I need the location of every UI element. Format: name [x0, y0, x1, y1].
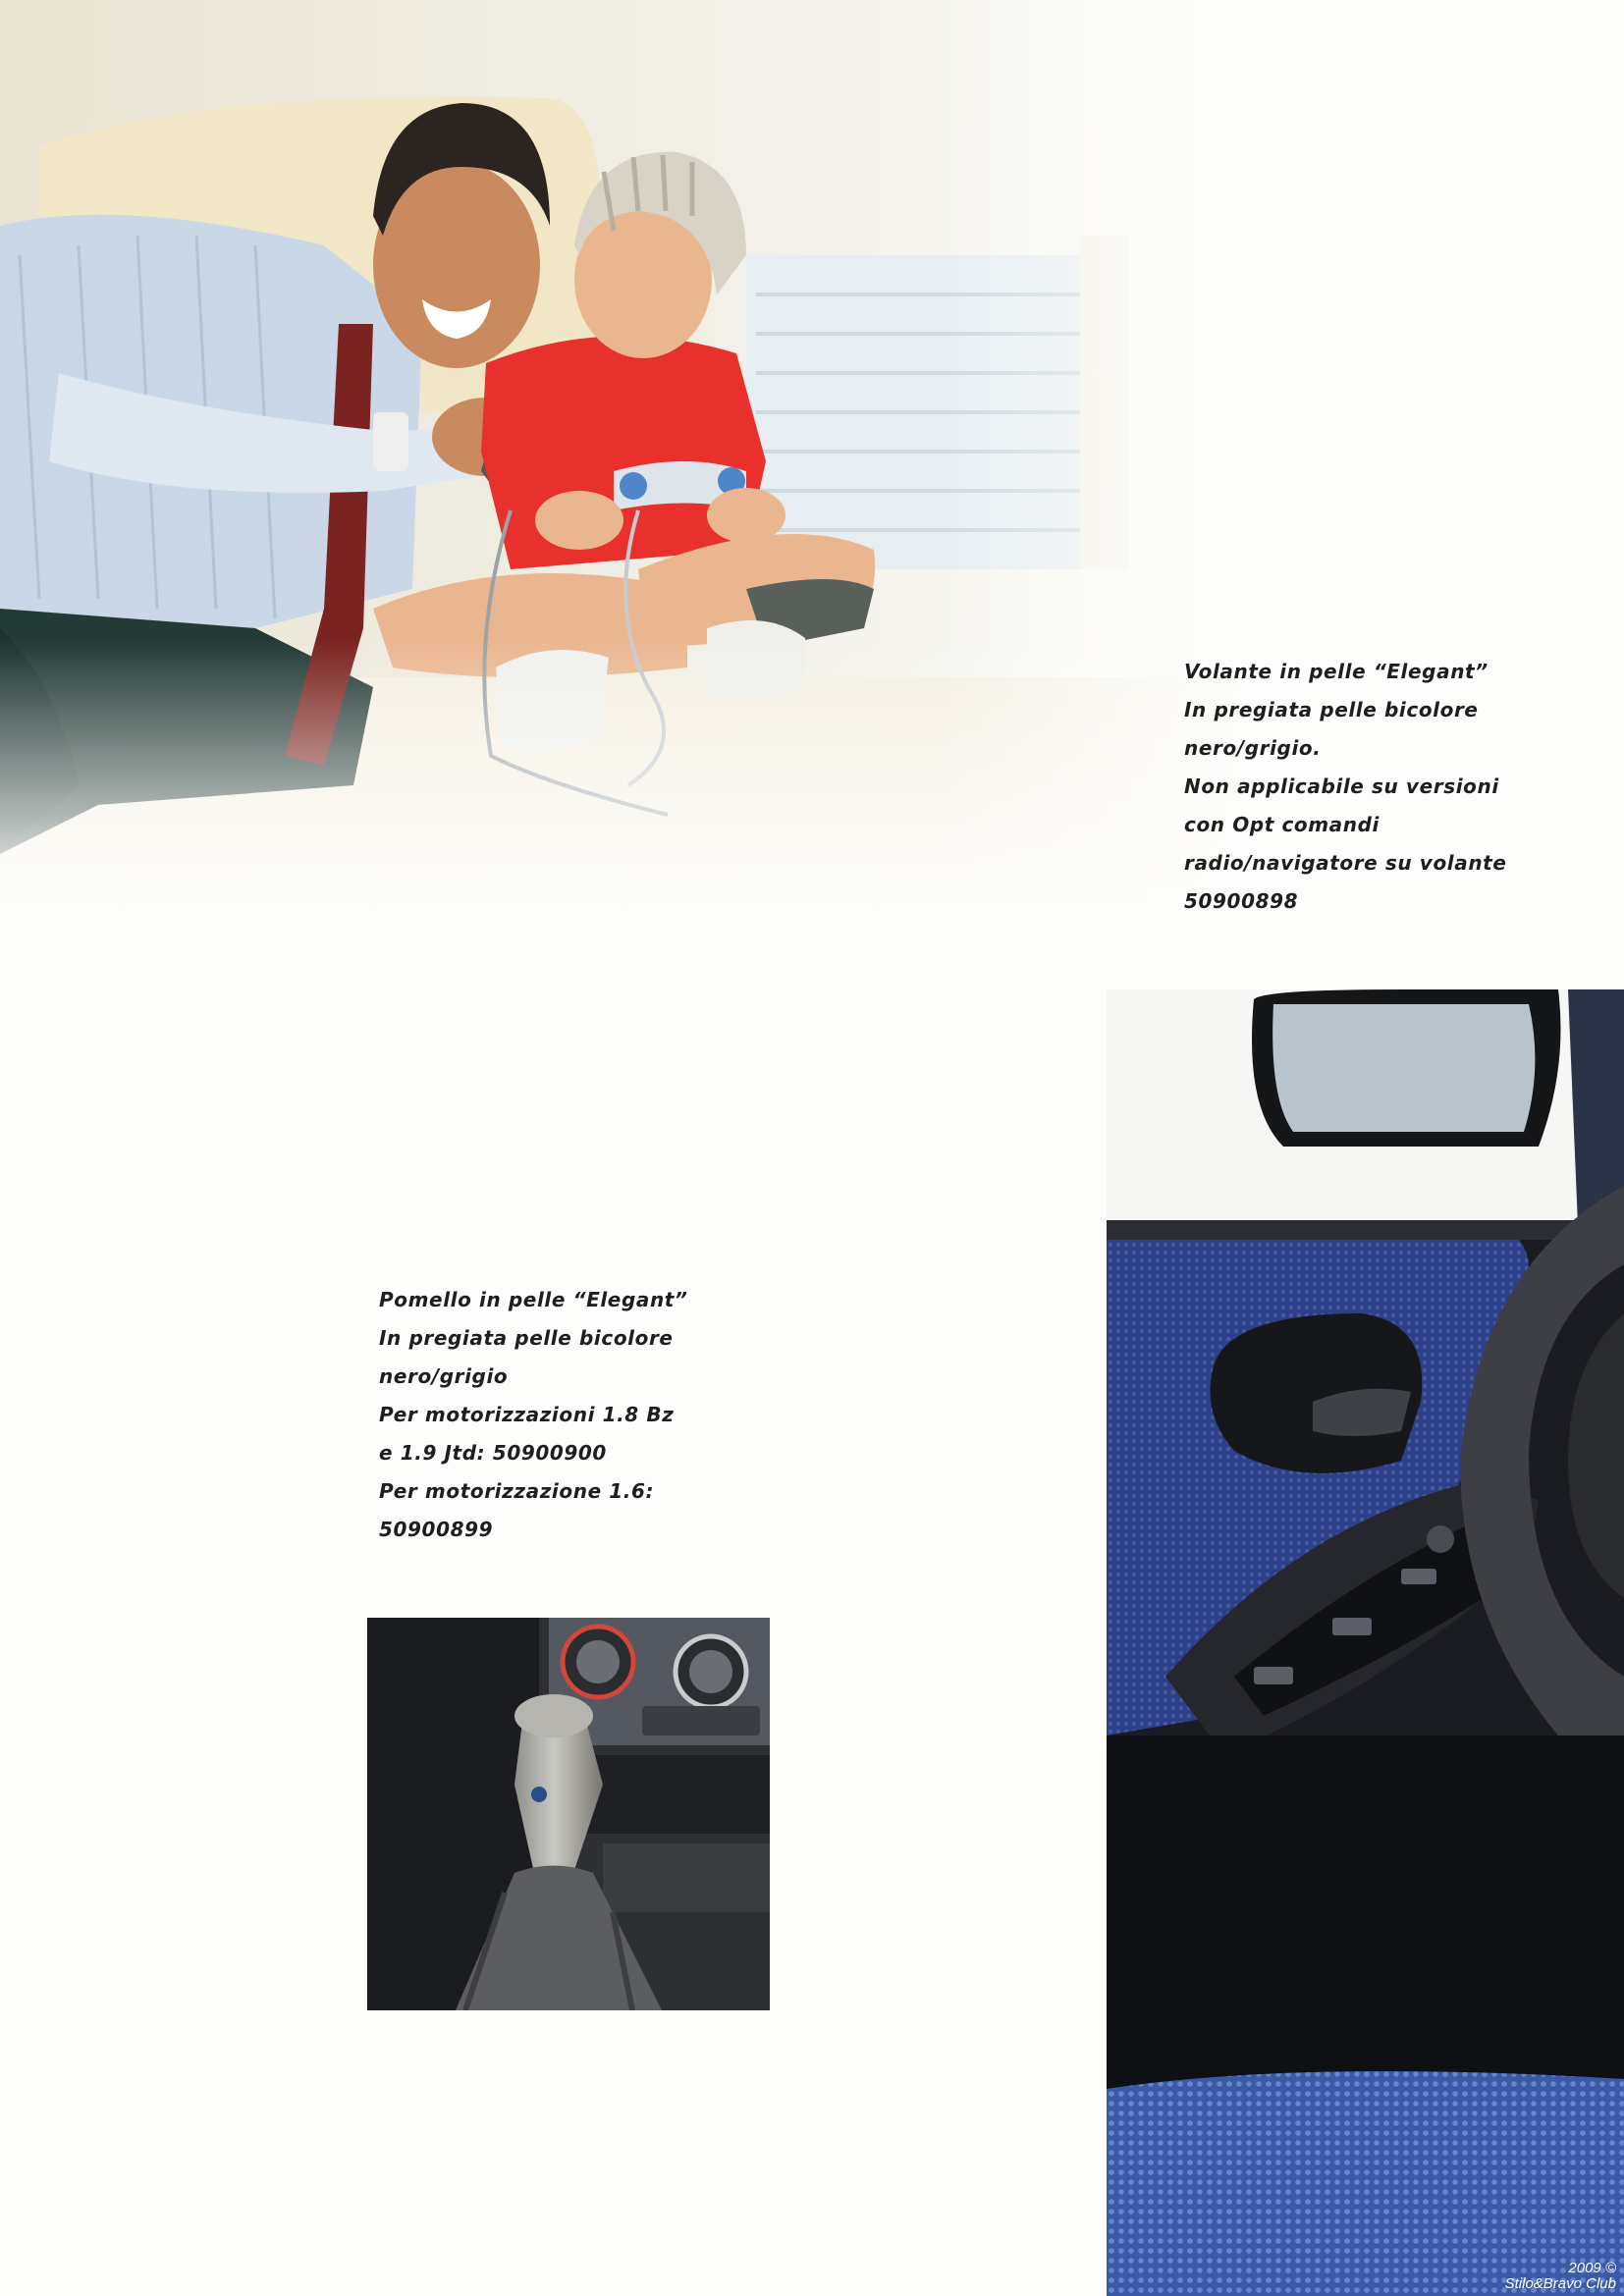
steering-caption-title: Volante in pelle “Elegant” — [1184, 660, 1489, 683]
watermark-club: Stilo&Bravo Club — [1504, 2275, 1616, 2292]
steering-caption-line: con Opt comandi — [1184, 813, 1380, 836]
steering-caption-line: Non applicabile su versioni — [1184, 774, 1499, 798]
steering-caption-code: 50900898 — [1184, 889, 1299, 913]
knob-caption-line: e 1.9 Jtd: 50900900 — [379, 1441, 607, 1465]
father-son-gaming-image — [0, 0, 1247, 913]
knob-caption-line: Per motorizzazione 1.6: — [379, 1479, 655, 1503]
knob-caption-title: Pomello in pelle “Elegant” — [379, 1288, 688, 1311]
knob-caption-code: 50900899 — [379, 1518, 494, 1541]
steering-caption-line: nero/grigio. — [1184, 736, 1322, 760]
door-panel-image — [1107, 989, 1624, 2296]
knob-caption-line: nero/grigio — [379, 1364, 509, 1388]
gear-knob-photo — [367, 1618, 770, 2010]
gear-knob-image — [367, 1618, 770, 2010]
steering-caption-line: radio/navigatore su volante — [1184, 851, 1507, 875]
door-panel-photo — [1107, 989, 1624, 2296]
steering-wheel-caption — [1184, 653, 1507, 921]
knob-caption-line: Per motorizzazioni 1.8 Bz — [379, 1403, 675, 1426]
gear-knob-caption — [379, 1281, 687, 1549]
watermark-year: 2009 © — [1568, 2260, 1616, 2276]
steering-caption-line: In pregiata pelle bicolore — [1184, 698, 1479, 721]
knob-caption-line: In pregiata pelle bicolore — [379, 1326, 674, 1350]
club-watermark — [1505, 2261, 1616, 2292]
hero-photo — [0, 0, 1247, 913]
